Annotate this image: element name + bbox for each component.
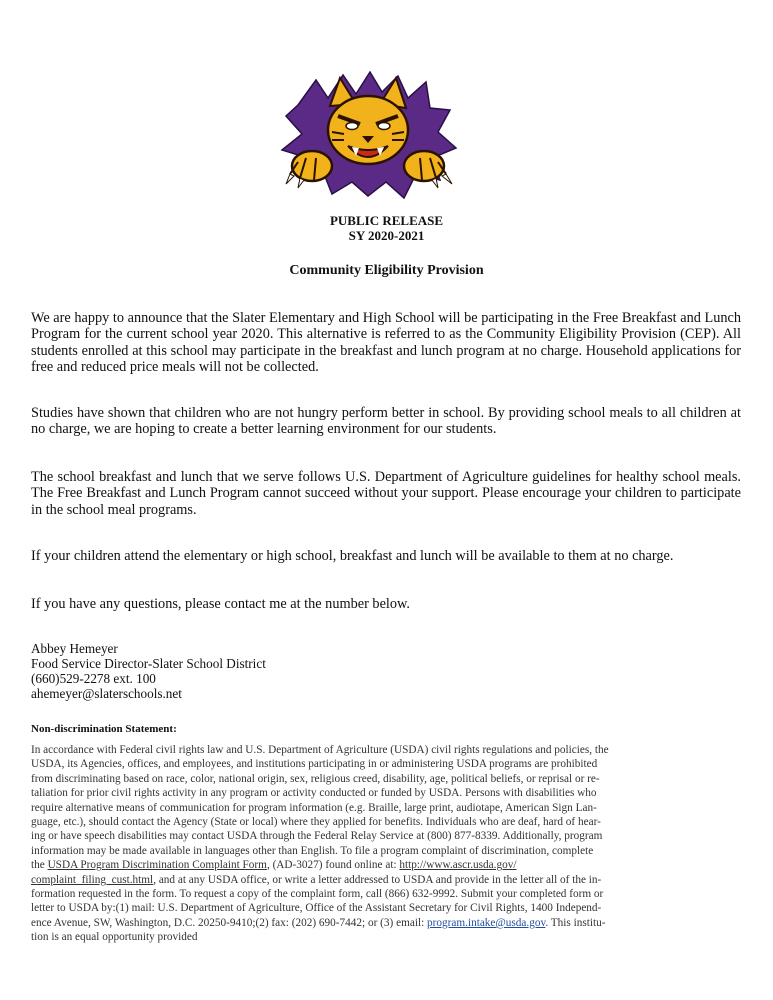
usda-email-link[interactable]: program.intake@usda.gov: [427, 916, 546, 929]
nondiscrimination-statement: [31, 743, 737, 945]
statement-line: USDA, its Agencies, offices, and employees, and institutions participating in or administering USDA programs are prohibited: [31, 758, 598, 771]
complaint-form-link[interactable]: USDA Program Discrimination Complaint Form: [47, 859, 267, 872]
complaint-url-link-continued[interactable]: complaint_filing_cust.html: [31, 873, 154, 886]
statement-line: ing or have speech disabilities may contact USDA through the Federal Relay Service at (800) 877-8339. Additionally, program: [31, 830, 603, 843]
paragraph-studies: Studies have shown that children who are not hungry perform better in school. By providing school meals to all children at no charge, we are hoping to create a better learning environment for our students.: [31, 405, 741, 438]
statement-line: information may be made available in languages other than English. To file a program complaint of discrimination, complete: [31, 844, 594, 857]
contact-role: Food Service Director-Slater School District: [31, 656, 266, 671]
statement-text: , and at any USDA office, or write a letter addressed to USDA and provide in the letter all of the in-: [153, 873, 602, 886]
statement-line: require alternative means of communication for program information (e.g. Braille, large print, audiotape, American Sign Lan-: [31, 801, 597, 814]
contact-name: Abbey Hemeyer: [31, 641, 118, 656]
statement-line: from discriminating based on race, color, national origin, sex, religious creed, disability, age, political beliefs, or reprisal or re-: [31, 772, 600, 785]
paragraph-attendance: If your children attend the elementary or high school, breakfast and lunch will be available to them at no charge.: [31, 548, 674, 564]
statement-line: [31, 916, 737, 930]
statement-line: In accordance with Federal civil rights law and U.S. Department of Agriculture (USDA) civil rights regulations and policies, the: [31, 744, 609, 756]
statement-line: guage, etc.), should contact the Agency (State or local) where they applied for benefits. Individuals who are deaf, hard of hear-: [31, 816, 601, 829]
wildcat-mascot-icon: [268, 70, 468, 200]
statement-line: taliation for prior civil rights activity in any program or activity conducted or funded by USDA. Persons with disabilities who: [31, 787, 597, 800]
statement-line: formation requested in the form. To request a copy of the complaint form, call (866) 632-9992. Submit your completed form or: [31, 888, 604, 901]
statement-text: the: [31, 859, 48, 872]
school-year-label: SY 2020-2021: [348, 228, 425, 243]
paragraph-guidelines: The school breakfast and lunch that we serve follows U.S. Department of Agriculture guidelines for healthy school meals. The Free Breakfast and Lunch Program cannot succeed without your support. Please encourage your children to participate in the school meal programs.: [31, 469, 741, 518]
statement-line: [31, 858, 737, 872]
contact-block: [31, 641, 266, 701]
document-title: Community Eligibility Provision: [289, 263, 484, 278]
wildcat-mascot-logo: [268, 70, 468, 200]
statement-line: [31, 873, 737, 887]
statement-line: letter to USDA by:(1) mail: U.S. Department of Agriculture, Office of the Assistant Secretary for Civil Rights, 1400 Independ-: [31, 902, 602, 915]
contact-phone: (660)529-2278 ext. 100: [31, 671, 156, 686]
paragraph-announcement: We are happy to announce that the Slater Elementary and High School will be participating in the Free Breakfast and Lunch Program for the current school year 2020. This alternative is referred to as the Community Eligibility Provision (CEP). All students enrolled at this school may participate in the breakfast and lunch program at no charge. Household applications for free and reduced price meals will not be collected.: [31, 310, 741, 375]
statement-line: tion is an equal opportunity provided: [31, 931, 198, 944]
release-label: PUBLIC RELEASE: [329, 213, 444, 228]
contact-email: ahemeyer@slaterschools.net: [31, 686, 182, 701]
statement-text: ence Avenue, SW, Washington, D.C. 20250-9410;(2) fax: (202) 690-7442; or (3) email:: [31, 916, 428, 929]
complaint-url-link[interactable]: http://www.ascr.usda.gov/: [399, 859, 517, 872]
nondiscrimination-heading: Non-discrimination Statement:: [31, 723, 177, 735]
statement-text: , (AD-3027) found online at:: [266, 859, 400, 872]
statement-text: . This institu-: [545, 916, 606, 929]
paragraph-questions: If you have any questions, please contact me at the number below.: [31, 596, 411, 612]
